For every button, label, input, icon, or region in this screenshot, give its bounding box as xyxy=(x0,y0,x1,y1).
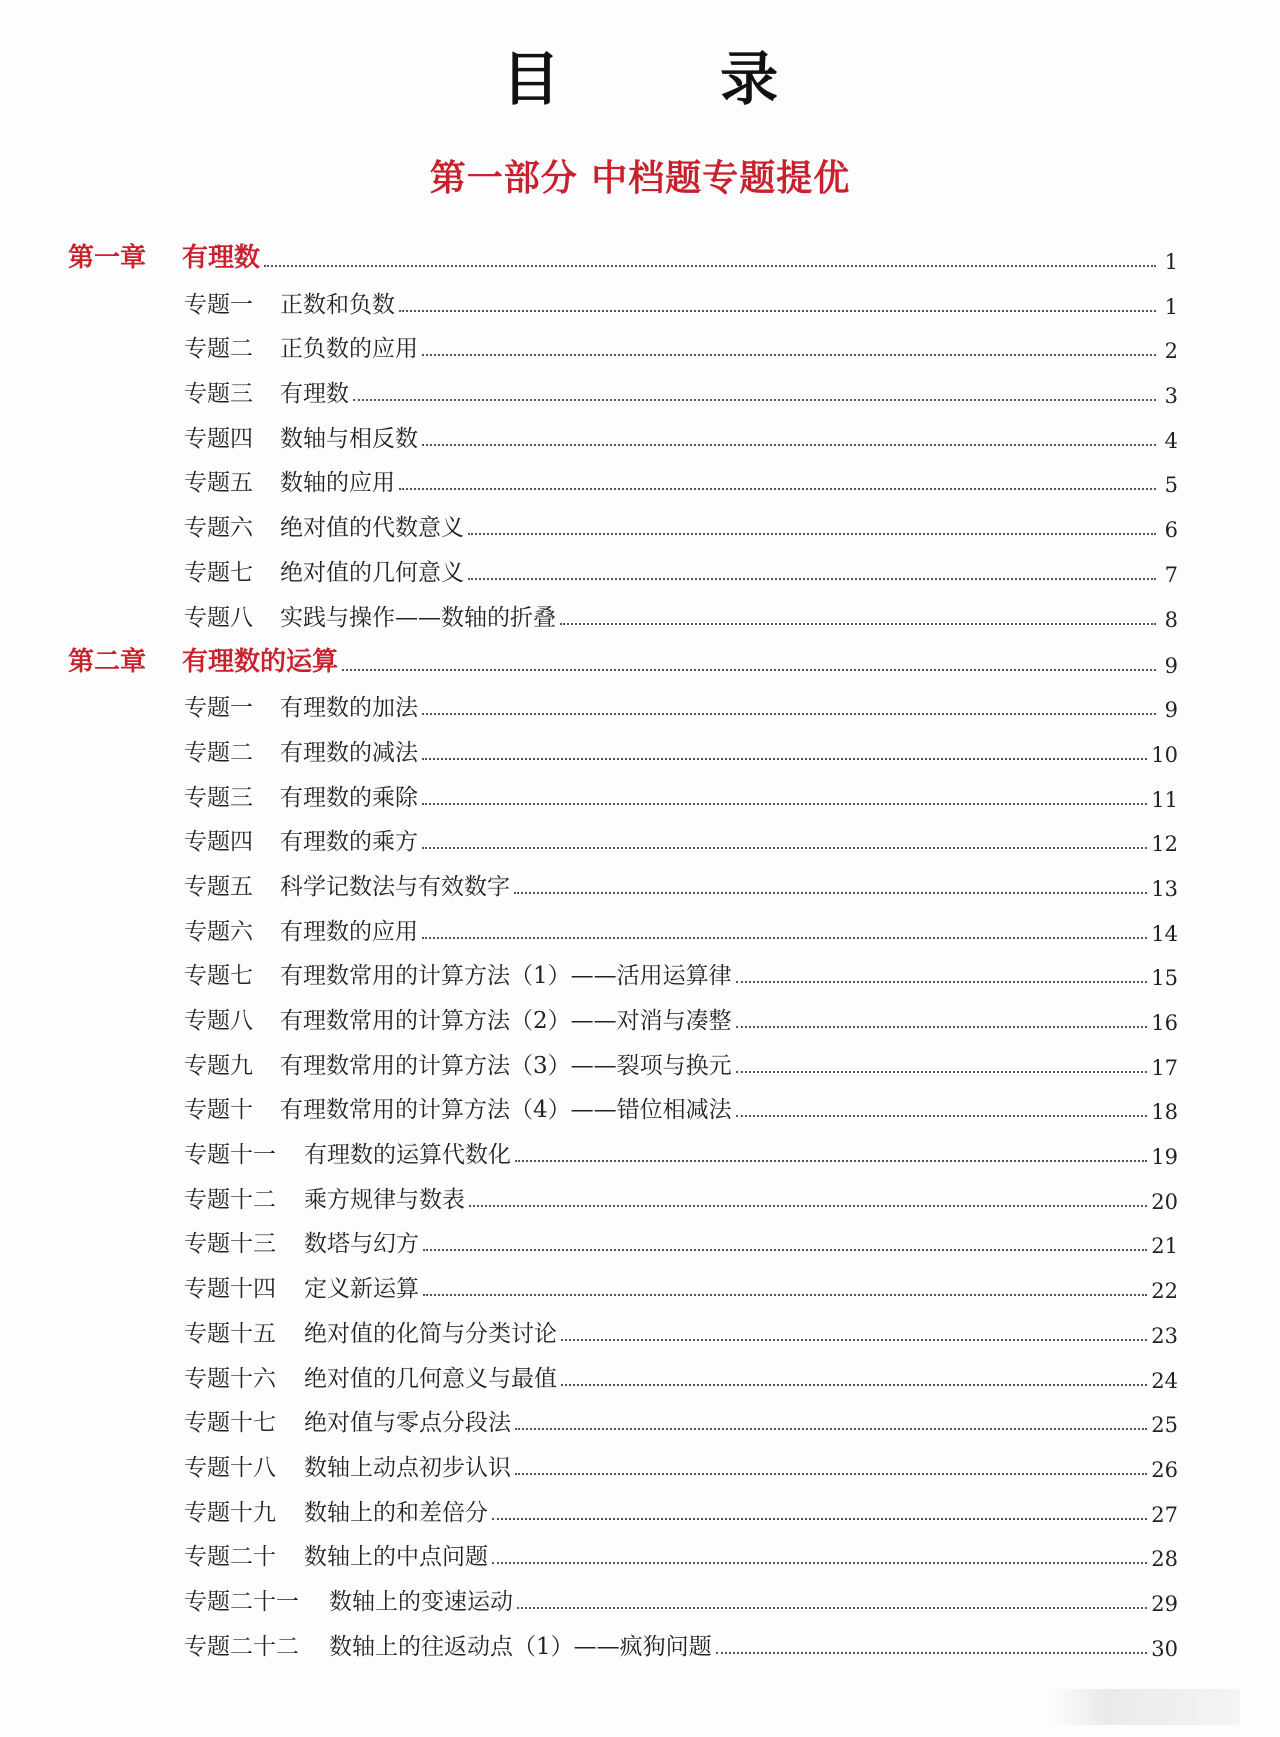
topic-row[interactable] xyxy=(68,1348,1178,1393)
topic-title: 有理数的运算代数化 xyxy=(304,1142,511,1169)
leader-dots xyxy=(469,1205,1147,1207)
topic-title: 数轴上的往返动点（1）——疯狗问题 xyxy=(329,1633,712,1660)
leader-dots xyxy=(422,803,1147,805)
page-number: 26 xyxy=(1151,1457,1178,1482)
topic-number: 专题十二 xyxy=(184,1186,276,1213)
topic-title: 有理数常用的计算方法（1）——活用运算律 xyxy=(280,963,732,990)
topic-row[interactable] xyxy=(68,1393,1178,1438)
topic-title: 有理数的减法 xyxy=(280,739,418,766)
topic-row[interactable] xyxy=(68,1035,1178,1080)
leader-dots xyxy=(736,1071,1148,1073)
topic-title: 绝对值的化简与分类讨论 xyxy=(304,1320,557,1347)
page-number: 14 xyxy=(1151,921,1178,946)
topic-row[interactable] xyxy=(68,1437,1178,1482)
topic-number: 专题十三 xyxy=(184,1231,276,1258)
page-title: 目 录 xyxy=(501,45,849,113)
topic-title: 定义新运算 xyxy=(304,1276,419,1303)
leader-dots xyxy=(492,1562,1147,1564)
page-number: 3 xyxy=(1164,384,1178,409)
topic-title: 有理数的加法 xyxy=(280,695,418,722)
chapter-number: 第一章 xyxy=(68,243,147,273)
topic-row[interactable] xyxy=(68,1303,1178,1348)
topic-number: 专题二 xyxy=(184,336,253,363)
page-number: 9 xyxy=(1164,698,1178,723)
page-number: 30 xyxy=(1151,1636,1178,1661)
topic-row[interactable] xyxy=(68,901,1178,946)
topic-title: 有理数常用的计算方法（2）——对消与凑整 xyxy=(280,1008,732,1034)
topic-title: 有理数 xyxy=(280,381,349,408)
topic-number: 专题十九 xyxy=(184,1499,276,1526)
topic-number: 专题八 xyxy=(184,1008,253,1034)
topic-title: 有理数常用的计算方法（4）——错位相减法 xyxy=(280,1097,732,1124)
leader-dots xyxy=(517,1607,1147,1609)
leader-dots xyxy=(399,310,1156,312)
topic-title: 正负数的应用 xyxy=(280,336,418,363)
topic-row[interactable] xyxy=(68,946,1178,991)
page-number: 2 xyxy=(1164,339,1178,364)
leader-dots xyxy=(422,847,1147,849)
topic-number: 专题十一 xyxy=(184,1142,276,1169)
topic-row[interactable] xyxy=(68,990,1178,1035)
topic-row[interactable] xyxy=(68,274,1178,319)
table-of-contents xyxy=(68,228,1178,1661)
page-number: 11 xyxy=(1151,787,1178,812)
page-number: 17 xyxy=(1151,1055,1178,1080)
leader-dots xyxy=(515,1473,1147,1475)
topic-row[interactable] xyxy=(68,1124,1178,1169)
leader-dots xyxy=(716,1652,1148,1654)
leader-dots xyxy=(422,758,1147,760)
topic-row[interactable] xyxy=(68,678,1178,723)
page-number: 12 xyxy=(1151,832,1178,857)
leader-dots xyxy=(514,892,1147,894)
leader-dots xyxy=(468,533,1156,535)
topic-title: 绝对值的代数意义 xyxy=(280,515,464,542)
leader-dots xyxy=(422,444,1156,446)
page-number: 16 xyxy=(1151,1011,1178,1035)
page-number: 6 xyxy=(1164,518,1178,543)
leader-dots xyxy=(353,399,1156,401)
page-number: 19 xyxy=(1151,1145,1178,1170)
topic-title: 数轴上的中点问题 xyxy=(304,1544,488,1571)
chapter-number: 第二章 xyxy=(68,646,147,677)
page-number: 1 xyxy=(1164,250,1178,274)
topic-number: 专题六 xyxy=(184,515,253,542)
topic-row[interactable] xyxy=(68,1616,1178,1661)
topic-number: 专题十 xyxy=(184,1097,253,1124)
topic-title: 数轴上的变速运动 xyxy=(329,1588,513,1615)
topic-title: 有理数的应用 xyxy=(280,918,418,945)
topic-row[interactable] xyxy=(68,453,1178,498)
page-number: 18 xyxy=(1151,1100,1178,1125)
topic-number: 专题十六 xyxy=(184,1365,276,1392)
topic-number: 专题十四 xyxy=(184,1276,276,1303)
topic-number: 专题五 xyxy=(184,873,253,900)
leader-dots xyxy=(423,1249,1147,1251)
leader-dots xyxy=(422,354,1156,356)
scan-artifact xyxy=(1050,1689,1240,1725)
topic-row[interactable] xyxy=(68,1169,1178,1214)
topic-title: 数轴与相反数 xyxy=(280,425,418,452)
topic-number: 专题九 xyxy=(184,1052,253,1079)
page-number: 1 xyxy=(1164,294,1178,319)
page-number: 4 xyxy=(1164,428,1178,453)
page-number: 29 xyxy=(1151,1591,1178,1616)
topic-number: 专题二 xyxy=(184,739,253,766)
topic-row[interactable] xyxy=(68,1527,1178,1572)
leader-dots xyxy=(736,1026,1148,1028)
leader-dots xyxy=(399,488,1156,490)
topic-number: 专题八 xyxy=(184,604,253,631)
topic-number: 专题四 xyxy=(184,425,253,452)
topic-row[interactable] xyxy=(68,1258,1178,1303)
topic-number: 专题二十二 xyxy=(184,1633,299,1660)
leader-dots xyxy=(342,669,1156,671)
topic-number: 专题一 xyxy=(184,291,253,318)
leader-dots xyxy=(515,1160,1147,1162)
page-number: 24 xyxy=(1151,1368,1178,1393)
topic-row[interactable] xyxy=(68,319,1178,364)
topic-number: 专题二十一 xyxy=(184,1588,299,1615)
topic-number: 专题二十 xyxy=(184,1544,276,1571)
page-number: 21 xyxy=(1151,1234,1178,1259)
page-number: 23 xyxy=(1151,1323,1178,1348)
topic-title: 数塔与幻方 xyxy=(304,1231,419,1258)
topic-title: 数轴上的和差倍分 xyxy=(304,1499,488,1526)
chapter-row[interactable] xyxy=(68,632,1178,678)
page-number: 7 xyxy=(1164,562,1178,587)
page-number: 10 xyxy=(1151,742,1178,767)
chapter-title: 有理数的运算 xyxy=(182,646,339,677)
topic-row[interactable] xyxy=(68,1214,1178,1259)
page-number: 27 xyxy=(1151,1502,1178,1527)
topic-row[interactable] xyxy=(68,722,1178,767)
topic-row[interactable] xyxy=(68,497,1178,542)
page-number: 13 xyxy=(1151,876,1178,901)
topic-row[interactable] xyxy=(68,856,1178,901)
topic-number: 专题一 xyxy=(184,695,253,722)
topic-title: 有理数常用的计算方法（3）——裂项与换元 xyxy=(280,1052,732,1079)
leader-dots xyxy=(422,713,1156,715)
topic-row[interactable] xyxy=(68,363,1178,408)
topic-title: 数轴上动点初步认识 xyxy=(304,1454,511,1481)
page-number: 5 xyxy=(1164,473,1178,498)
page-number: 28 xyxy=(1151,1547,1178,1572)
topic-title: 绝对值与零点分段法 xyxy=(304,1410,511,1437)
leader-dots xyxy=(423,1294,1147,1296)
topic-row[interactable] xyxy=(68,767,1178,812)
leader-dots xyxy=(736,981,1148,983)
topic-row[interactable] xyxy=(68,1571,1178,1616)
leader-dots xyxy=(264,265,1156,267)
topic-number: 专题七 xyxy=(184,559,253,586)
topic-number: 专题十八 xyxy=(184,1454,276,1481)
leader-dots xyxy=(492,1518,1147,1520)
page-number: 15 xyxy=(1151,966,1178,991)
topic-title: 乘方规律与数表 xyxy=(304,1186,465,1213)
topic-title: 绝对值的几何意义与最值 xyxy=(304,1365,557,1392)
leader-dots xyxy=(560,623,1156,625)
topic-row[interactable] xyxy=(68,1080,1178,1125)
topic-number: 专题三 xyxy=(184,784,253,811)
topic-number: 专题五 xyxy=(184,470,253,497)
leader-dots xyxy=(561,1339,1147,1341)
topic-title: 有理数的乘除 xyxy=(280,784,418,811)
chapter-title: 有理数 xyxy=(182,243,261,273)
topic-number: 专题十七 xyxy=(184,1410,276,1437)
topic-row[interactable] xyxy=(68,408,1178,453)
topic-row[interactable] xyxy=(68,542,1178,587)
topic-title: 实践与操作——数轴的折叠 xyxy=(280,604,556,631)
leader-dots xyxy=(468,578,1156,580)
topic-number: 专题六 xyxy=(184,918,253,945)
page-number: 20 xyxy=(1151,1189,1178,1214)
leader-dots xyxy=(422,937,1147,939)
leader-dots xyxy=(561,1384,1147,1386)
topic-number: 专题十五 xyxy=(184,1320,276,1347)
topic-row[interactable] xyxy=(68,1482,1178,1527)
page-number: 9 xyxy=(1164,653,1178,678)
topic-row[interactable] xyxy=(68,812,1178,857)
page-number: 25 xyxy=(1151,1413,1178,1438)
page-number: 22 xyxy=(1151,1279,1178,1304)
topic-number: 专题七 xyxy=(184,963,253,990)
page-number: 8 xyxy=(1164,607,1178,632)
topic-title: 科学记数法与有效数字 xyxy=(280,873,510,900)
leader-dots xyxy=(515,1428,1147,1430)
topic-row[interactable] xyxy=(68,587,1178,632)
topic-title: 绝对值的几何意义 xyxy=(280,559,464,586)
chapter-row[interactable] xyxy=(68,228,1178,274)
topic-number: 专题四 xyxy=(184,829,253,856)
topic-title: 数轴的应用 xyxy=(280,470,395,497)
leader-dots xyxy=(736,1115,1148,1117)
topic-number: 专题三 xyxy=(184,381,253,408)
topic-title: 有理数的乘方 xyxy=(280,829,418,856)
topic-title: 正数和负数 xyxy=(280,291,395,318)
part-heading: 第一部分 中档题专题提优 xyxy=(429,157,851,199)
